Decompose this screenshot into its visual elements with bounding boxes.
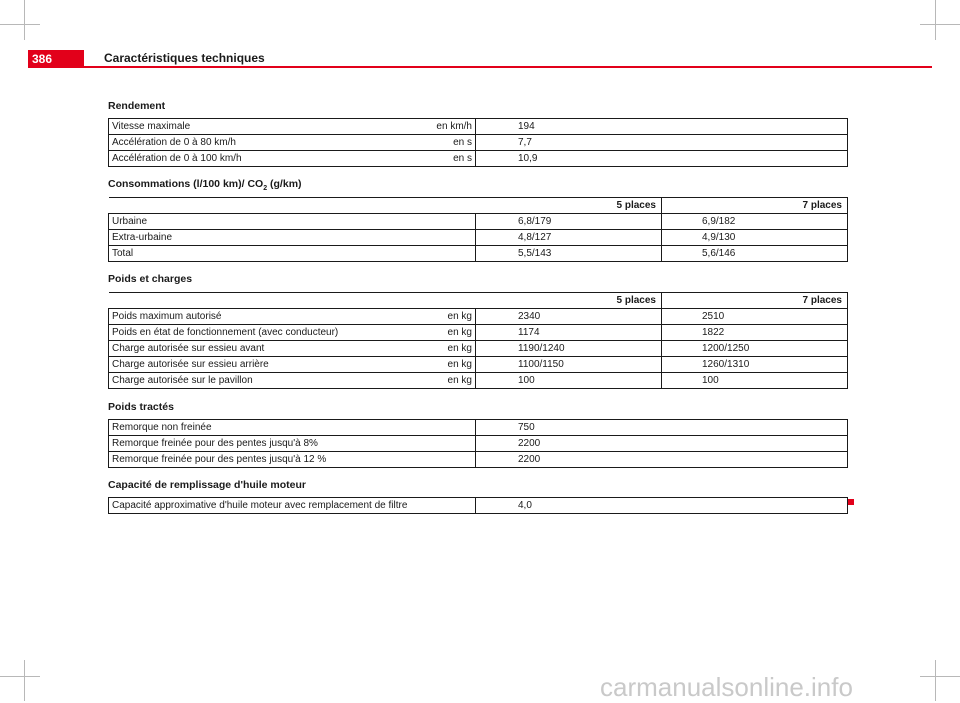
table-header-row bbox=[109, 293, 848, 309]
row-value: 194 bbox=[476, 119, 848, 135]
table-row bbox=[109, 135, 848, 151]
header-rule bbox=[84, 66, 932, 68]
table-row bbox=[109, 420, 848, 436]
row-value-5: 1174 bbox=[476, 325, 662, 341]
table-row bbox=[109, 373, 848, 389]
row-label: Charge autorisée sur essieu arrière bbox=[109, 357, 431, 373]
column-header-7-places: 7 places bbox=[662, 293, 848, 309]
section-title-rendement: Rendement bbox=[108, 100, 166, 112]
row-unit: en s bbox=[431, 135, 476, 151]
row-value-7: 4,9/130 bbox=[662, 230, 848, 246]
column-header-7-places: 7 places bbox=[662, 198, 848, 214]
row-label: Extra-urbaine bbox=[109, 230, 476, 246]
row-label: Remorque freinée pour des pentes jusqu'à 8% bbox=[109, 436, 476, 452]
table-row bbox=[109, 498, 848, 514]
section-end-marker bbox=[848, 499, 854, 505]
row-unit: en kg bbox=[431, 357, 476, 373]
row-value-7: 6,9/182 bbox=[662, 214, 848, 230]
poids-table bbox=[108, 292, 848, 389]
table-row bbox=[109, 325, 848, 341]
section-title-poids: Poids et charges bbox=[108, 273, 193, 285]
row-label: Charge autorisée sur le pavillon bbox=[109, 373, 431, 389]
table-row bbox=[109, 341, 848, 357]
column-header-5-places: 5 places bbox=[476, 293, 662, 309]
row-label: Accélération de 0 à 80 km/h bbox=[109, 135, 431, 151]
row-value-5: 4,8/127 bbox=[476, 230, 662, 246]
column-header-5-places: 5 places bbox=[476, 198, 662, 214]
row-value-5: 1190/1240 bbox=[476, 341, 662, 357]
watermark: carmanualsonline.info bbox=[600, 672, 853, 702]
crop-mark bbox=[920, 24, 960, 25]
row-unit: en kg bbox=[431, 309, 476, 325]
row-value-5: 100 bbox=[476, 373, 662, 389]
row-value: 10,9 bbox=[476, 151, 848, 167]
row-unit: en s bbox=[431, 151, 476, 167]
header-blank bbox=[109, 293, 476, 309]
section-title-tractes: Poids tractés bbox=[108, 401, 174, 413]
table-row bbox=[109, 151, 848, 167]
row-label: Charge autorisée sur essieu avant bbox=[109, 341, 431, 357]
rendement-table bbox=[108, 118, 848, 167]
crop-mark bbox=[920, 676, 960, 677]
row-label: Total bbox=[109, 246, 476, 262]
row-label: Poids en état de fonctionnement (avec conducteur) bbox=[109, 325, 431, 341]
row-value-5: 5,5/143 bbox=[476, 246, 662, 262]
row-label: Remorque freinée pour des pentes jusqu'à 12 % bbox=[109, 452, 476, 468]
section-title-consommations bbox=[108, 178, 302, 192]
row-unit: en kg bbox=[431, 341, 476, 357]
header-blank bbox=[109, 198, 476, 214]
table-row bbox=[109, 436, 848, 452]
row-value: 4,0 bbox=[476, 498, 848, 514]
page-title: Caractéristiques techniques bbox=[104, 51, 265, 65]
huile-table bbox=[108, 497, 848, 514]
row-value: 7,7 bbox=[476, 135, 848, 151]
row-label: Poids maximum autorisé bbox=[109, 309, 431, 325]
row-label: Vitesse maximale bbox=[109, 119, 431, 135]
row-value: 750 bbox=[476, 420, 848, 436]
row-unit: en kg bbox=[431, 373, 476, 389]
crop-mark bbox=[935, 660, 936, 701]
table-row bbox=[109, 246, 848, 262]
table-row bbox=[109, 357, 848, 373]
tractes-table bbox=[108, 419, 848, 468]
crop-mark bbox=[24, 0, 25, 40]
row-value-5: 6,8/179 bbox=[476, 214, 662, 230]
crop-mark bbox=[0, 24, 40, 25]
table-header-row bbox=[109, 198, 848, 214]
consommations-table bbox=[108, 197, 848, 262]
row-label: Remorque non freinée bbox=[109, 420, 476, 436]
table-row bbox=[109, 452, 848, 468]
table-row bbox=[109, 230, 848, 246]
page-number: 386 bbox=[28, 50, 84, 68]
row-value: 2200 bbox=[476, 436, 848, 452]
section-title-huile: Capacité de remplissage d'huile moteur bbox=[108, 479, 306, 491]
row-value-7: 1260/1310 bbox=[662, 357, 848, 373]
title-subscript: 2 bbox=[263, 185, 268, 193]
row-value-5: 2340 bbox=[476, 309, 662, 325]
row-unit: en km/h bbox=[431, 119, 476, 135]
row-unit: en kg bbox=[431, 325, 476, 341]
row-value-7: 5,6/146 bbox=[662, 246, 848, 262]
crop-mark bbox=[935, 0, 936, 40]
row-value-7: 1200/1250 bbox=[662, 341, 848, 357]
table-row bbox=[109, 309, 848, 325]
row-label: Urbaine bbox=[109, 214, 476, 230]
row-label: Accélération de 0 à 100 km/h bbox=[109, 151, 431, 167]
table-row bbox=[109, 119, 848, 135]
table-row bbox=[109, 214, 848, 230]
crop-mark bbox=[0, 676, 40, 677]
row-value-5: 1100/1150 bbox=[476, 357, 662, 373]
title-part: Consommations (l/100 km)/ CO bbox=[108, 178, 264, 190]
row-label: Capacité approximative d'huile moteur avec remplacement de filtre bbox=[109, 498, 476, 514]
title-part: (g/km) bbox=[267, 178, 302, 190]
row-value: 2200 bbox=[476, 452, 848, 468]
row-value-7: 100 bbox=[662, 373, 848, 389]
row-value-7: 2510 bbox=[662, 309, 848, 325]
row-value-7: 1822 bbox=[662, 325, 848, 341]
crop-mark bbox=[24, 660, 25, 701]
